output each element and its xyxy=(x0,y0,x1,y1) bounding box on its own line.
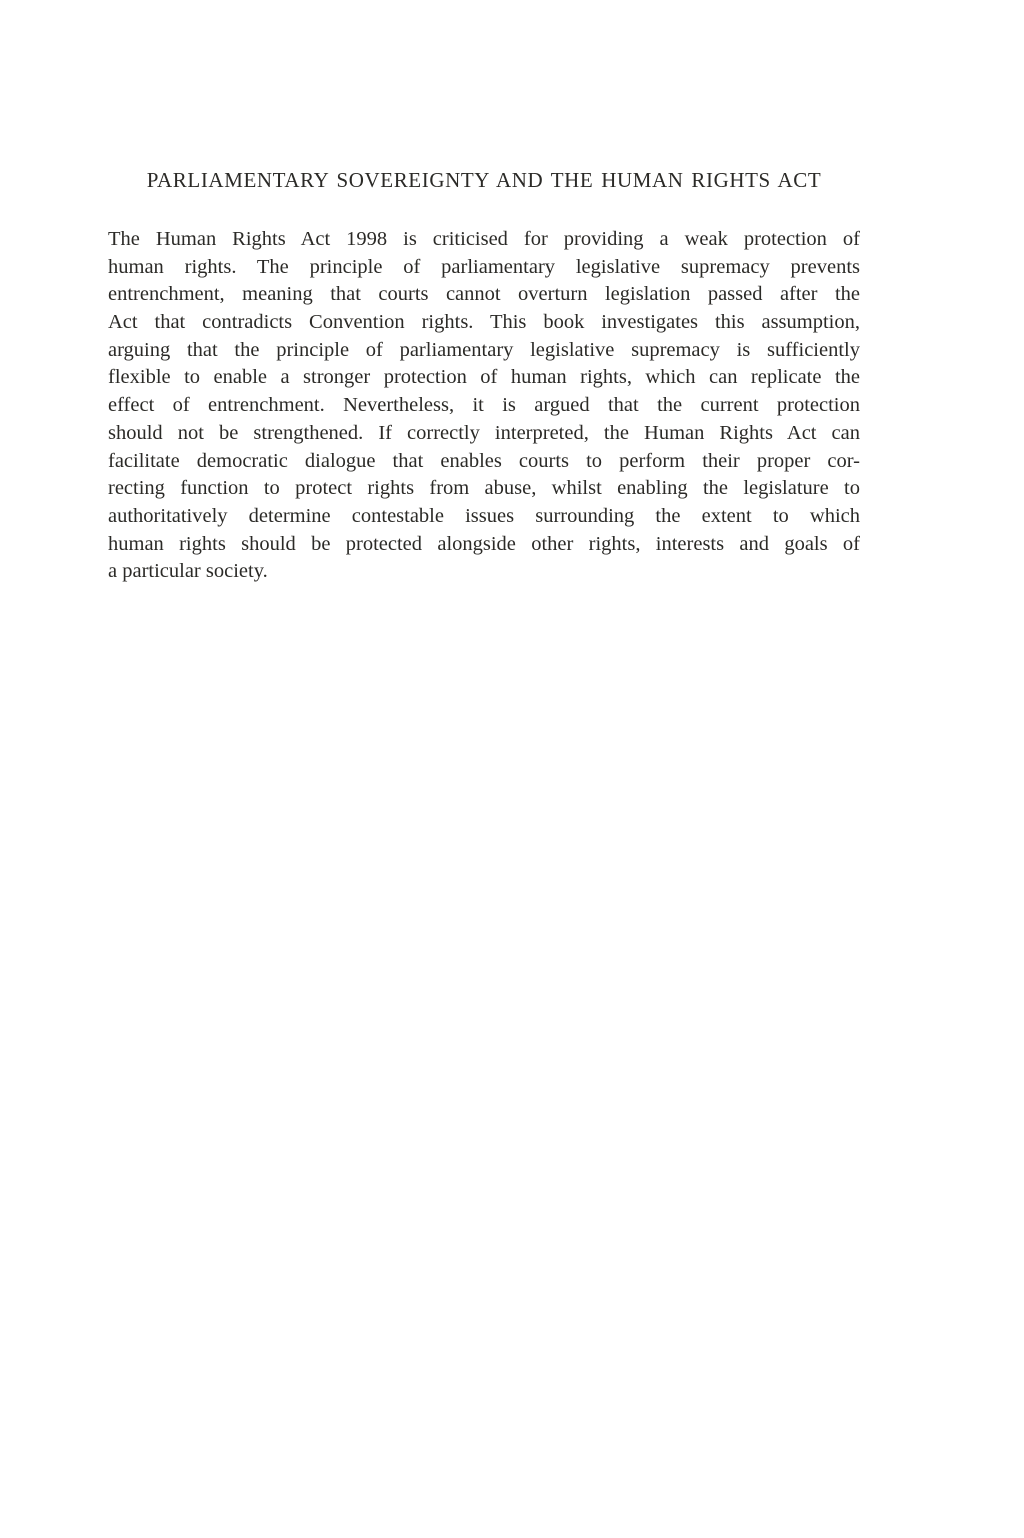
paragraph-line: The Human Rights Act 1998 is criticised for providing a weak protection of xyxy=(108,228,860,250)
paragraph-line: effect of entrenchment. Nevertheless, it is argued that the current protection xyxy=(108,394,860,417)
paragraph-line: arguing that the principle of parliamentary legislative supremacy is sufficiently xyxy=(108,338,860,361)
paragraph-line: recting function to protect rights from abuse, whilst enabling the legislature to xyxy=(108,477,860,500)
blurb-paragraph xyxy=(108,226,860,586)
paragraph-line: Act that contradicts Convention rights. This book investigates this assumption, xyxy=(108,311,860,334)
page-title: PARLIAMENTARY SOVEREIGNTY AND THE HUMAN RIGHTS ACT xyxy=(146,168,822,192)
paragraph-line: human rights should be protected alongside other rights, interests and goals of xyxy=(108,532,860,555)
paragraph-line: authoritatively determine contestable issues surrounding the extent to which xyxy=(108,504,860,527)
paragraph-line: should not be strengthened. If correctly interpreted, the Human Rights Act can xyxy=(108,421,860,444)
paragraph-line: entrenchment, meaning that courts cannot overturn legislation passed after the xyxy=(108,283,860,306)
paragraph-line: flexible to enable a stronger protection of human rights, which can replicate the xyxy=(108,366,860,389)
paragraph-line: human rights. The principle of parliamentary legislative supremacy prevents xyxy=(108,255,860,278)
paragraph-line: facilitate democratic dialogue that enables courts to perform their proper cor- xyxy=(108,449,860,472)
paragraph-line: a particular society. xyxy=(108,560,268,583)
